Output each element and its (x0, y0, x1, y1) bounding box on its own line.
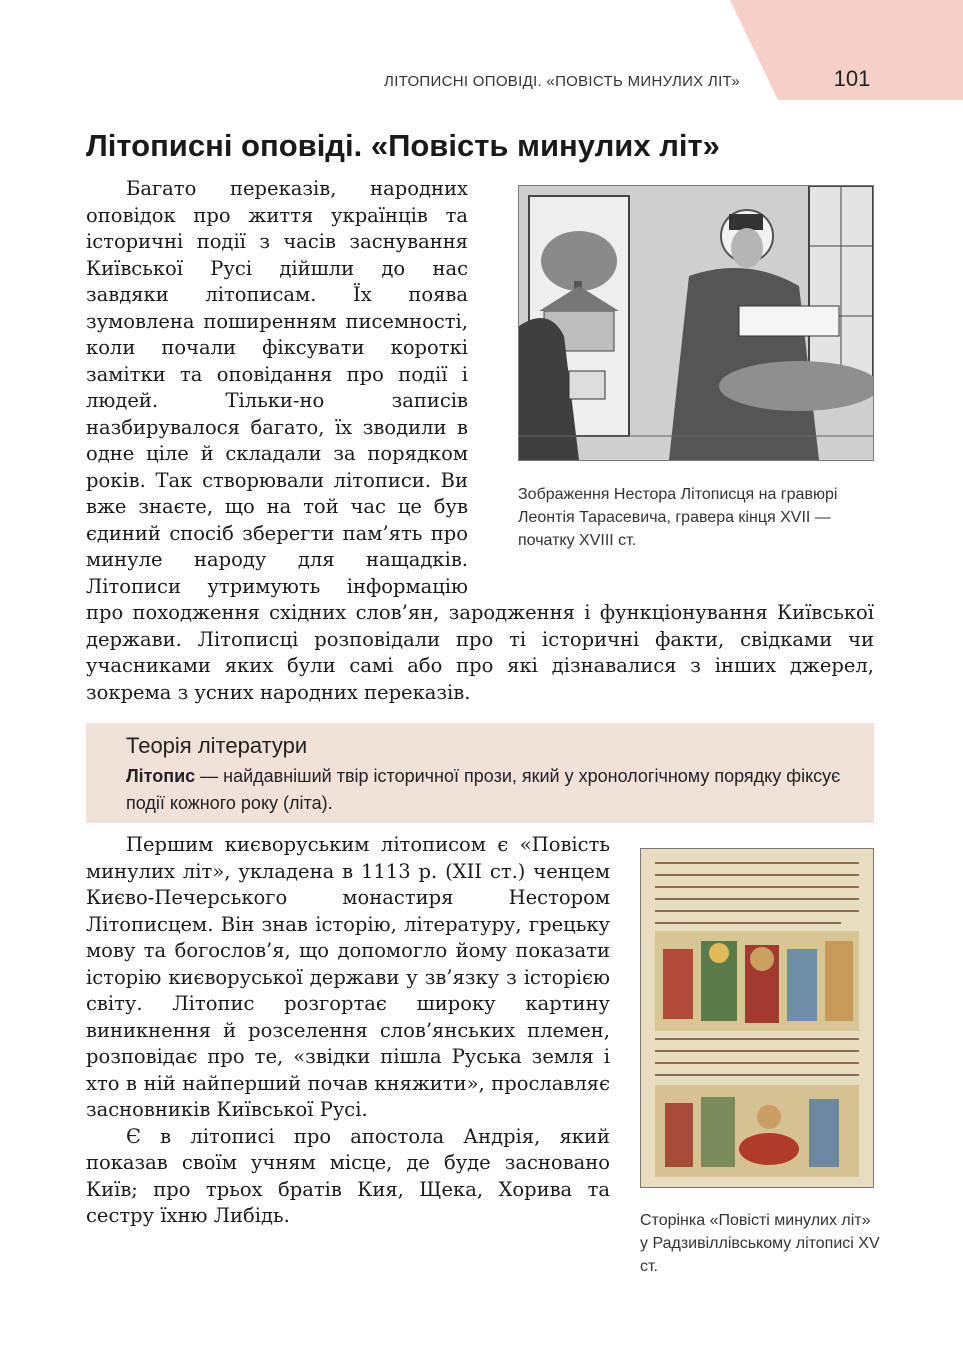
paragraph-chronicle: Першим києворуським літописом є «Повість минулих літ», укладена в 1113 р. (XII ст.) ченцем Києво-Печерського монастиря Нестором Літописцем. Він знав історію, літературу, грецьку мову та богослов’я, що допомогло йому показати історію києворуської держави у зв’язку з історією світу. Літопис розгортає широку картину виникнення й розселення слов’янських племен, розповідає про те, «звідки пішла Руська земля і хто в ній найперший почав княжити», прославляє засновників Київської Русі. (86, 833, 610, 1121)
paragraph-intro: Багато переказів, народних оповідок про життя українців та історичні події з часів заснування Київської Русі дійшли до нас завдяки літописам. Їх поява зумовлена поширенням писемності, коли почали фіксувати короткі замітки та оповідання про події і людей. Тільки-но записів назбирувалося багато, їх зводили в одне ціле й складали за порядком років. Так створювали літописи. Ви вже знаєте, що на той час це був єдиний спосіб зберегти пам’ять про минуле народу для нащадків. Літописи утримують інформацію про походження східних слов’ян, зародження і функціонування Київської держави. Літописці розповідали про ті історичні факти, свідками чи учасниками яких були самі або про які дізнавалися з інших джерел, зокрема з усних народних переказів. (86, 177, 874, 704)
radziwill-chronicle-image (640, 848, 874, 1188)
theory-definition-text: — найдавніший твір історичної прози, який у хронологічному порядку фіксує події кожного року (літа). (126, 766, 841, 813)
theory-term: Літопис (126, 766, 196, 786)
theory-definition (126, 763, 856, 817)
nestor-engraving-image (518, 185, 874, 461)
running-header: ЛІТОПИСНІ ОПОВІДІ. «ПОВІСТЬ МИНУЛИХ ЛІТ» (384, 73, 740, 90)
theory-box (86, 723, 874, 823)
theory-heading: Теорія літератури (126, 733, 308, 758)
page-title: Літописні оповіді. «Повість минулих літ» (86, 128, 720, 163)
page-number: 101 (833, 66, 871, 91)
nestor-caption: Зображення Нестора Літописця на гравюрі Леонтія Тарасевича, гравера кінця XVII — початку XVIII ст. (518, 486, 838, 549)
paragraph-andrew: Є в літописі про апостола Андрія, який показав своїм учням місце, де буде засновано Київ; про трьох братів Кия, Щека, Хорива та сестру їхню Либідь. (86, 1124, 610, 1227)
chronicle-caption: Сторінка «Повісті минулих літ» у Радзивіллівському літописі XV ст. (640, 1212, 880, 1275)
